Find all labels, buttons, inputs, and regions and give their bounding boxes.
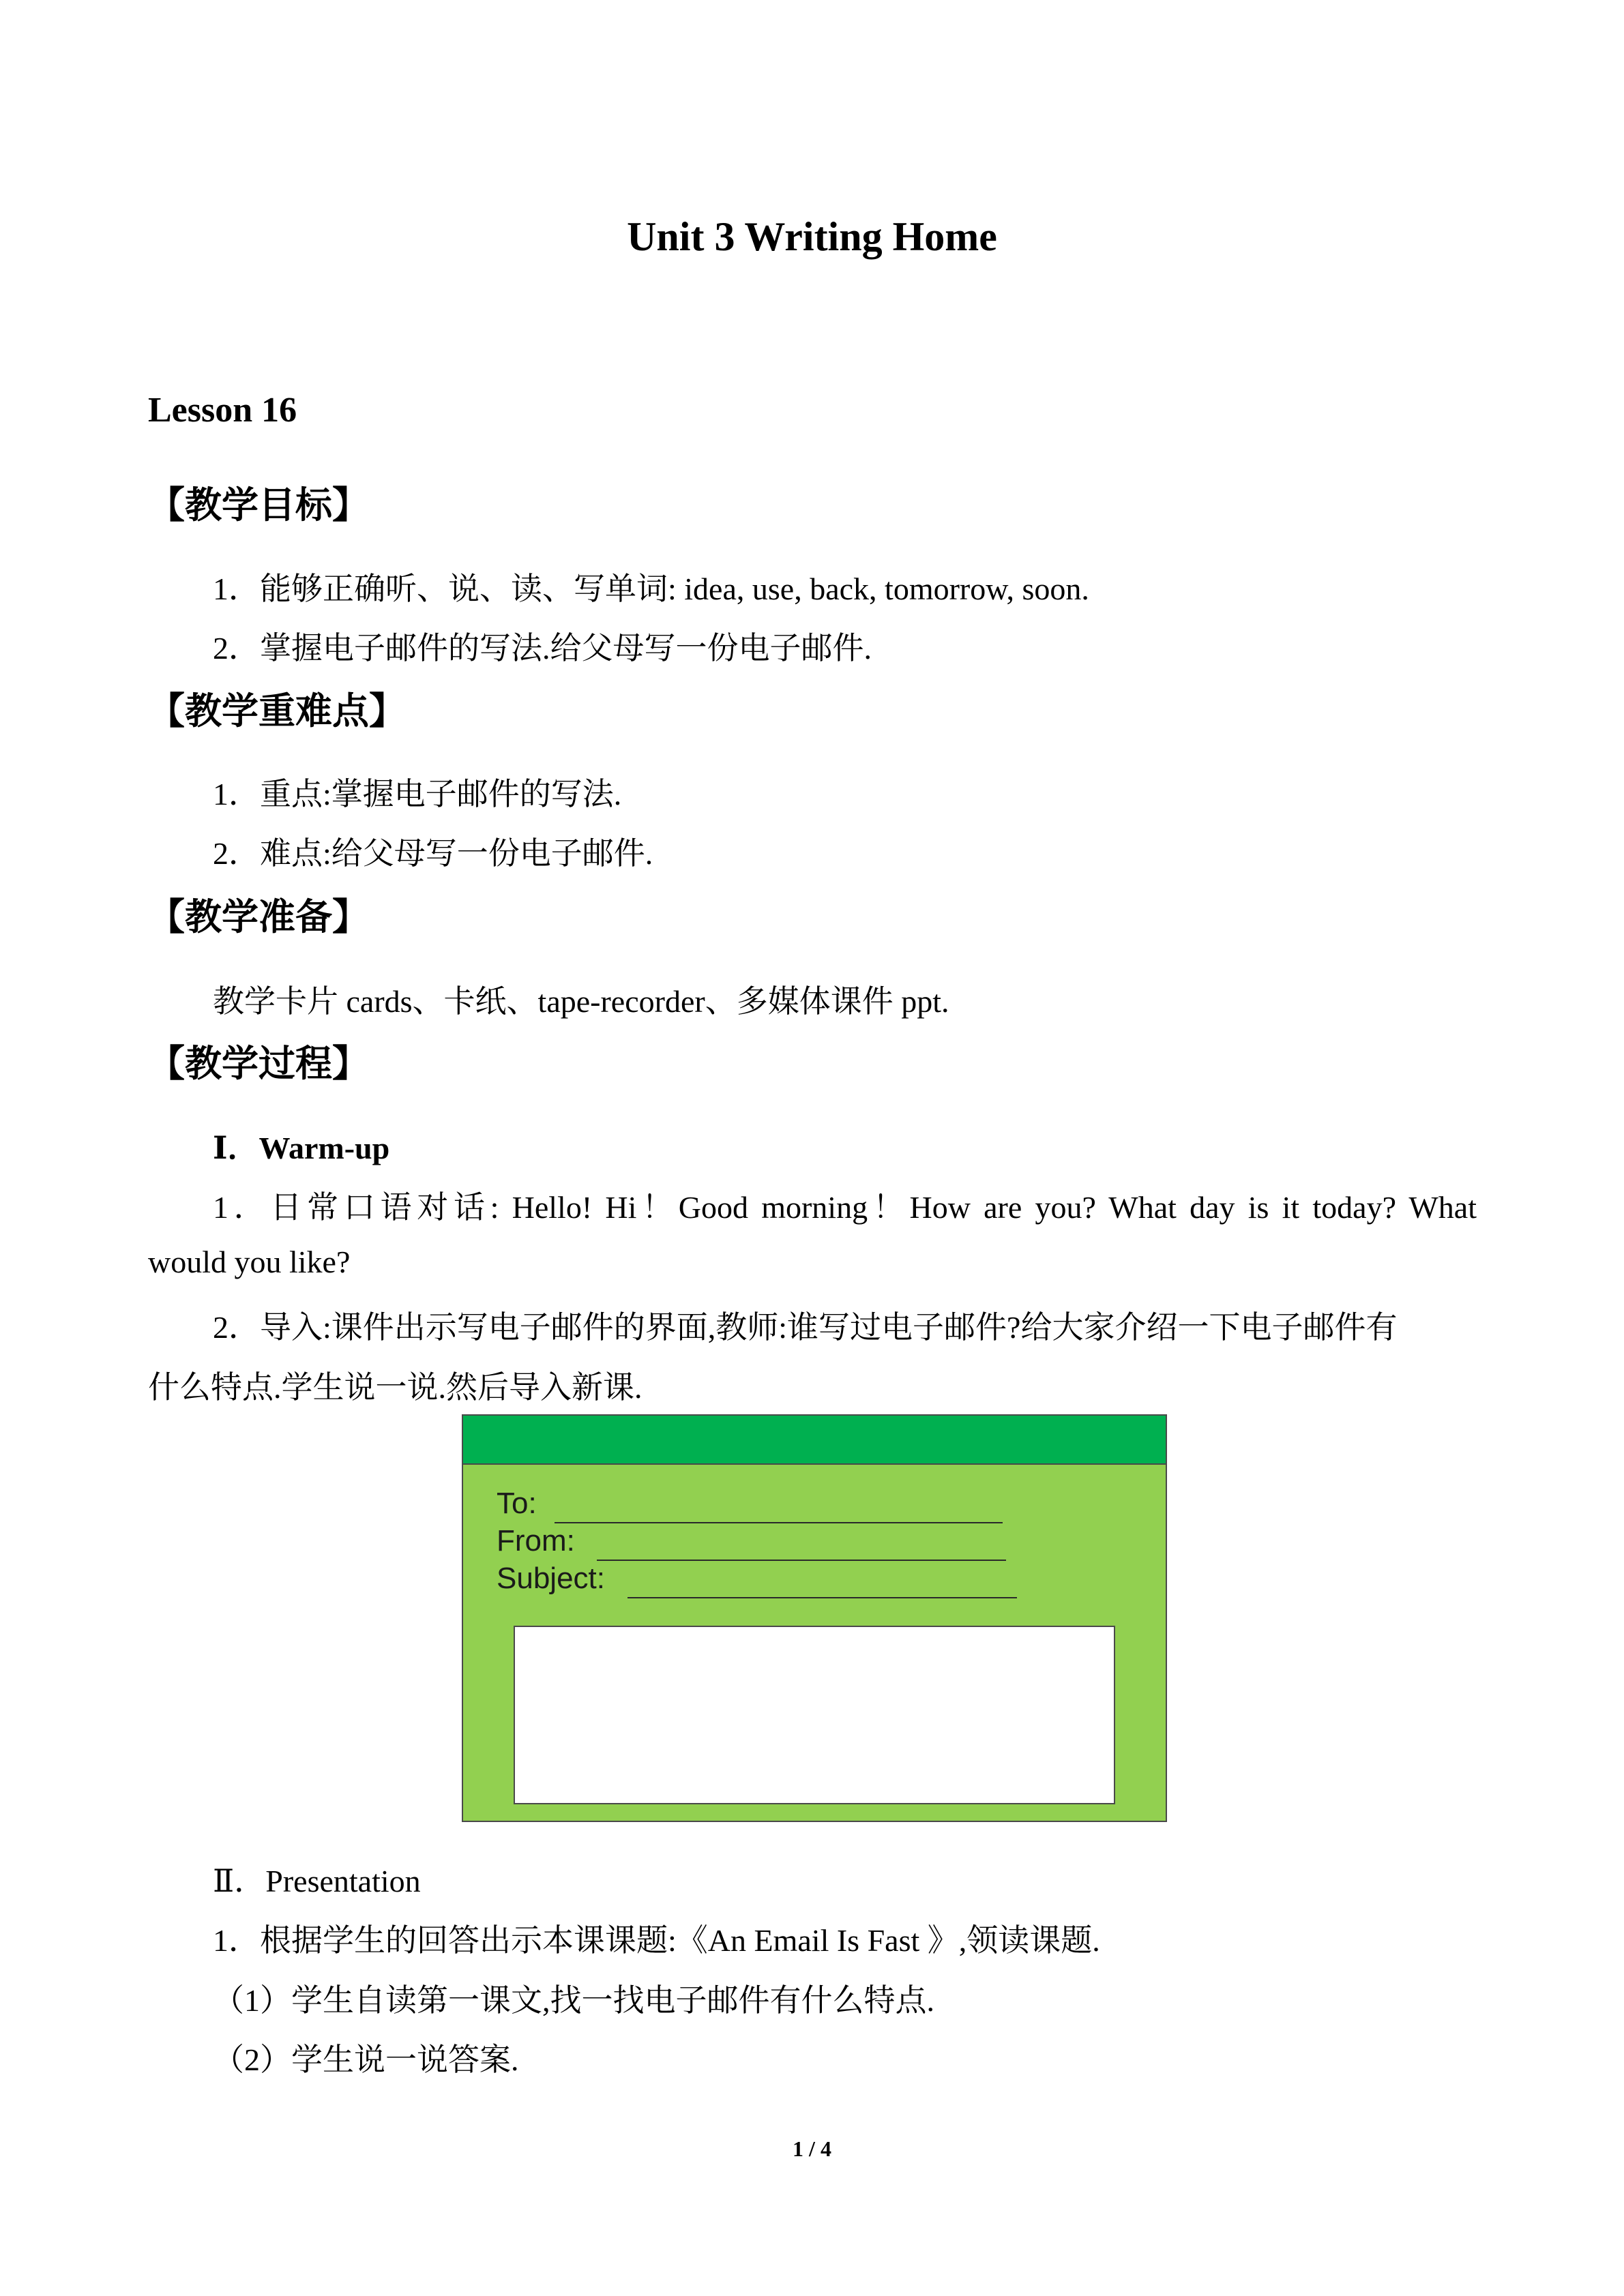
email-form-figure xyxy=(462,1414,1167,1822)
lesson-heading: Lesson 16 xyxy=(148,391,297,430)
email-subject-line xyxy=(628,1597,1017,1598)
presentation-item-1b: （2）学生说一说答案. xyxy=(213,2042,519,2077)
preparation-text: 教学卡片 cards、卡纸、tape-recorder、多媒体课件 ppt. xyxy=(213,984,949,1019)
email-from-label: From: xyxy=(497,1524,575,1557)
email-to-label: To: xyxy=(497,1487,537,1520)
preparation-heading: 【教学准备】 xyxy=(148,897,369,938)
warmup-item-1-line-1: 1．日常口语对话: Hello! Hi！Good morning！How are you? What day is it today? What xyxy=(213,1190,1477,1225)
warmup-heading: Ⅰ．Warm-up xyxy=(213,1131,390,1165)
page-title: Unit 3 Writing Home xyxy=(627,214,997,259)
keypoint-item-1: 1．重点:掌握电子邮件的写法. xyxy=(213,777,622,811)
email-body-area xyxy=(514,1626,1115,1804)
keypoint-item-2: 2．难点:给父母写一份电子邮件. xyxy=(213,836,653,871)
warmup-item-2-line-1: 2．导入:课件出示写电子邮件的界面,教师:谁写过电子邮件?给大家介绍一下电子邮件有 xyxy=(213,1310,1398,1345)
presentation-item-1: 1．根据学生的回答出示本课课题:《An Email Is Fast 》,领读课题. xyxy=(213,1923,1100,1958)
email-from-line xyxy=(597,1560,1006,1561)
page-number: 1 / 4 xyxy=(793,2136,831,2161)
objective-item-2: 2．掌握电子邮件的写法.给父母写一份电子邮件. xyxy=(213,631,872,666)
process-heading: 【教学过程】 xyxy=(148,1043,369,1084)
warmup-item-1-line-2: would you like? xyxy=(148,1244,351,1279)
presentation-item-1a: （1）学生自读第一课文,找一找电子邮件有什么特点. xyxy=(213,1983,934,2018)
objective-item-1: 1．能够正确听、说、读、写单词: idea, use, back, tomorrow, soon. xyxy=(213,571,1089,606)
email-subject-label: Subject: xyxy=(497,1562,605,1595)
email-form-header xyxy=(463,1416,1166,1465)
objectives-heading: 【教学目标】 xyxy=(148,485,369,526)
keypoints-heading: 【教学重难点】 xyxy=(148,691,406,732)
presentation-heading: Ⅱ．Presentation xyxy=(213,1864,421,1898)
warmup-item-2-line-2: 什么特点.学生说一说.然后导入新课. xyxy=(148,1370,643,1405)
email-to-line xyxy=(555,1522,1003,1523)
